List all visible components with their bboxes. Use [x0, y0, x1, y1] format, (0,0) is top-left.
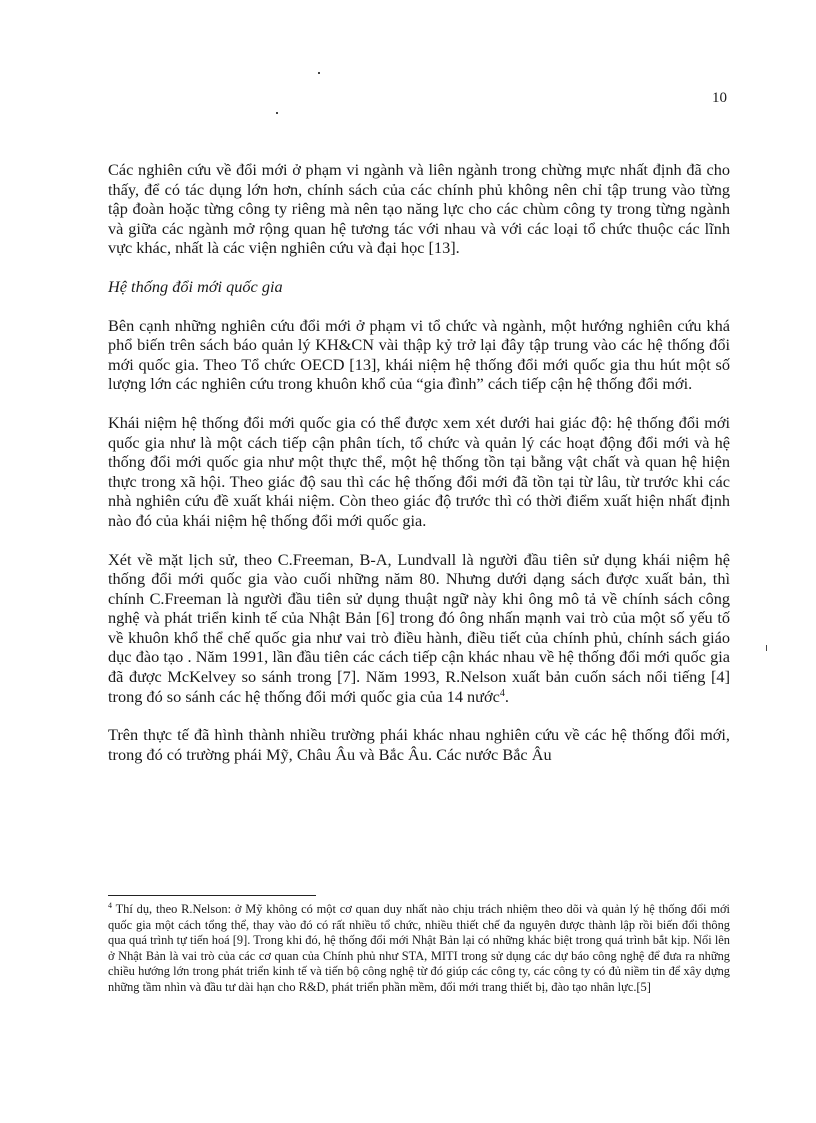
- footnote-marker: 4: [108, 901, 112, 910]
- scan-speck: [766, 645, 767, 651]
- paragraph-history-end: .: [504, 686, 509, 706]
- footnote-divider: [108, 895, 316, 896]
- body-text: [108, 160, 730, 783]
- scan-speck: [318, 72, 320, 74]
- paragraph-sectoral-innovation: Các nghiên cứu về đổi mới ở phạm vi ngành và liên ngành trong chừng mực nhất định đã cho thấy, để có tác dụng lớn hơn, chính sách của các chính phủ không nên chỉ tập trung vào từng tập đoàn hoặc từng công ty riêng mà nên tạo năng lực cho các chùm công ty trong từng ngành và giữa các ngành mở rộng quan hệ tương tác với nhau và với các loại tổ chức thuộc các lĩnh vực khác, nhất là các viện nghiên cứu và đại học [13].: [108, 160, 730, 258]
- scan-speck: [276, 112, 278, 114]
- footnote-reference[interactable]: 4: [499, 687, 505, 699]
- paragraph-schools: Trên thực tế đã hình thành nhiều trường phái khác nhau nghiên cứu về các hệ thống đổi mới, trong đó có trường phái Mỹ, Châu Âu và Bắc Âu. Các nước Bắc Âu: [108, 725, 730, 764]
- footnote: [108, 902, 730, 996]
- paragraph-national-systems-intro: Bên cạnh những nghiên cứu đổi mới ở phạm vi tổ chức và ngành, một hướng nghiên cứu khá phổ biến trên sách báo quản lý KH&CN vài thập kỷ trở lại đây tập trung vào các hệ thống đổi mới quốc gia. Theo Tổ chức OECD [13], khái niệm hệ thống đổi mới quốc gia thu hút một số lượng lớn các nghiên cứu trong khuôn khổ của “gia đình” cách tiếp cận hệ thống đổi mới.: [108, 315, 730, 394]
- page-number: 10: [712, 90, 727, 106]
- paragraph-history: [108, 550, 730, 707]
- paragraph-history-text: Xét về mặt lịch sử, theo C.Freeman, B-A, Lundvall là người đầu tiên sử dụng khái niệm hệ thống đổi mới quốc gia vào cuối những năm 80. Nhưng dưới dạng sách được xuất bản, thì chính C.Freeman là người đầu tiên sử dụng thuật ngữ này khi ông mô tả về chính sách công nghệ và phát triển kinh tế của Nhật Bản [6] trong đó ông nhấn mạnh vai trò của một số yếu tố về khuôn khổ thể chế quốc gia như vai trò điều hành, điều tiết của chính phủ, chính sách giáo dục đào tạo . Năm 1991, lần đầu tiên các cách tiếp cận khác nhau về hệ thống đổi mới quốc gia đã được McKelvey so sánh trong [7]. Năm 1993, R.Nelson xuất bản cuốn sách nổi tiếng [4] trong đó so sánh các hệ thống đổi mới quốc gia của 14 nước: [108, 549, 730, 706]
- footnote-text: Thí dụ, theo R.Nelson: ở Mỹ không có một cơ quan duy nhất nào chịu trách nhiệm theo dõi và quản lý hệ thống đổi mới quốc gia một cách tổng thể, thay vào đó có rất nhiều tổ chức, nhiều thiết chế đa nguyên được thành lập rồi biến đổi thông qua quá trình tự tiến hoá [9]. Trong khi đó, hệ thống đổi mới Nhật Bản lại có những khác biệt trong quá trình bắt kịp. Nổi lên ở Nhật Bản là vai trò của các cơ quan của Chính phủ như STA, MITI trong sử dụng các dự báo công nghệ để đưa ra những chiều hướng lớn trong phát triển kinh tế và tiến bộ công nghệ từ đó giúp các công ty, các công ty có đủ niềm tin để xây dựng những tầm nhìn và đầu tư dài hạn cho R&D, phát triển phần mềm, đổi mới trang thiết bị, đào tạo nhân lực.[5]: [108, 902, 730, 994]
- paragraph-concept-perspectives: Khái niệm hệ thống đổi mới quốc gia có thể được xem xét dưới hai giác độ: hệ thống đổi mới quốc gia như là một cách tiếp cận phân tích, tổ chức và quản lý các hoạt động đổi mới và hệ thống đổi mới quốc gia như một thực thể, một hệ thống tồn tại bằng vật chất và quan hệ hiện thực trong xã hội. Theo giác độ sau thì các hệ thống đổi mới đã tồn tại từ lâu, từ trước khi các nhà nghiên cứu đề xuất khái niệm. Còn theo giác độ trước thì có thời điểm xuất hiện nhất định nào đó của khái niệm hệ thống đổi mới quốc gia.: [108, 412, 730, 530]
- section-heading: Hệ thống đổi mới quốc gia: [108, 276, 283, 296]
